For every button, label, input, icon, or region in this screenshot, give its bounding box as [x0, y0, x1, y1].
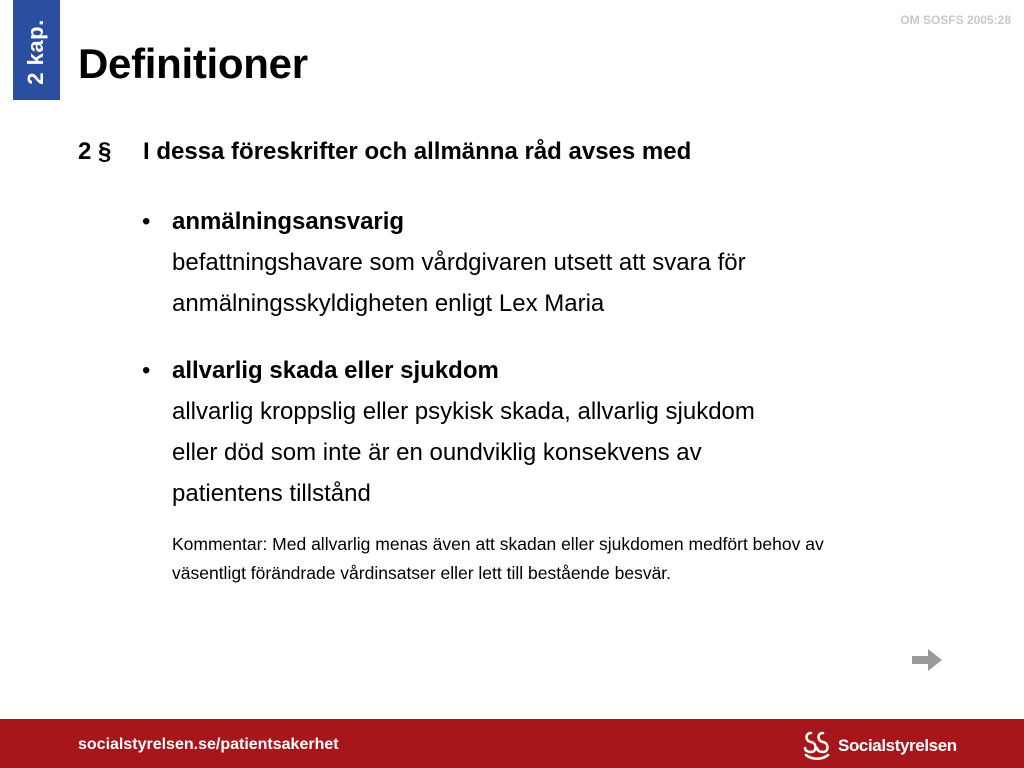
definition-description-line: patientens tillstånd — [172, 480, 371, 507]
comment-line: väsentligt förändrade vårdinsatser eller lett till bestående besvär. — [172, 563, 672, 583]
logo-mark-icon — [800, 727, 834, 761]
chapter-tab-label: 2 kap. — [23, 19, 48, 85]
footer-url-link[interactable]: socialstyrelsen.se/patientsakerhet — [78, 736, 339, 753]
document-reference: OM SOSFS 2005:28 — [900, 13, 1011, 27]
socialstyrelsen-logo — [800, 727, 980, 761]
bullet-icon: • — [142, 208, 151, 235]
definition-description — [172, 242, 892, 324]
bullet-icon: • — [142, 357, 151, 384]
logo-text: Socialstyrelsen — [838, 736, 957, 755]
chapter-tab — [13, 0, 60, 100]
definition-description-line: anmälningsskyldigheten enligt Lex Maria — [172, 290, 605, 317]
footer-bar — [0, 719, 1024, 768]
definition-description — [172, 391, 892, 514]
arrow-right-icon[interactable] — [910, 646, 944, 674]
page-title: Definitioner — [78, 40, 308, 87]
definition-description-line: befattningshavare som vårdgivaren utsett att svara för — [172, 249, 746, 276]
section-number: 2 § — [78, 138, 112, 165]
definition-description-line: allvarlig kroppslig eller psykisk skada, allvarlig sjukdom — [172, 398, 755, 425]
comment-text — [172, 530, 932, 588]
section-intro: I dessa föreskrifter och allmänna råd avses med — [143, 138, 692, 165]
definition-term: anmälningsansvarig — [172, 208, 405, 235]
definition-term: allvarlig skada eller sjukdom — [172, 357, 499, 384]
definition-description-line: eller död som inte är en oundviklig konsekvens av — [172, 439, 702, 466]
comment-line: Kommentar: Med allvarlig menas även att skadan eller sjukdomen medfört behov av — [172, 534, 824, 554]
